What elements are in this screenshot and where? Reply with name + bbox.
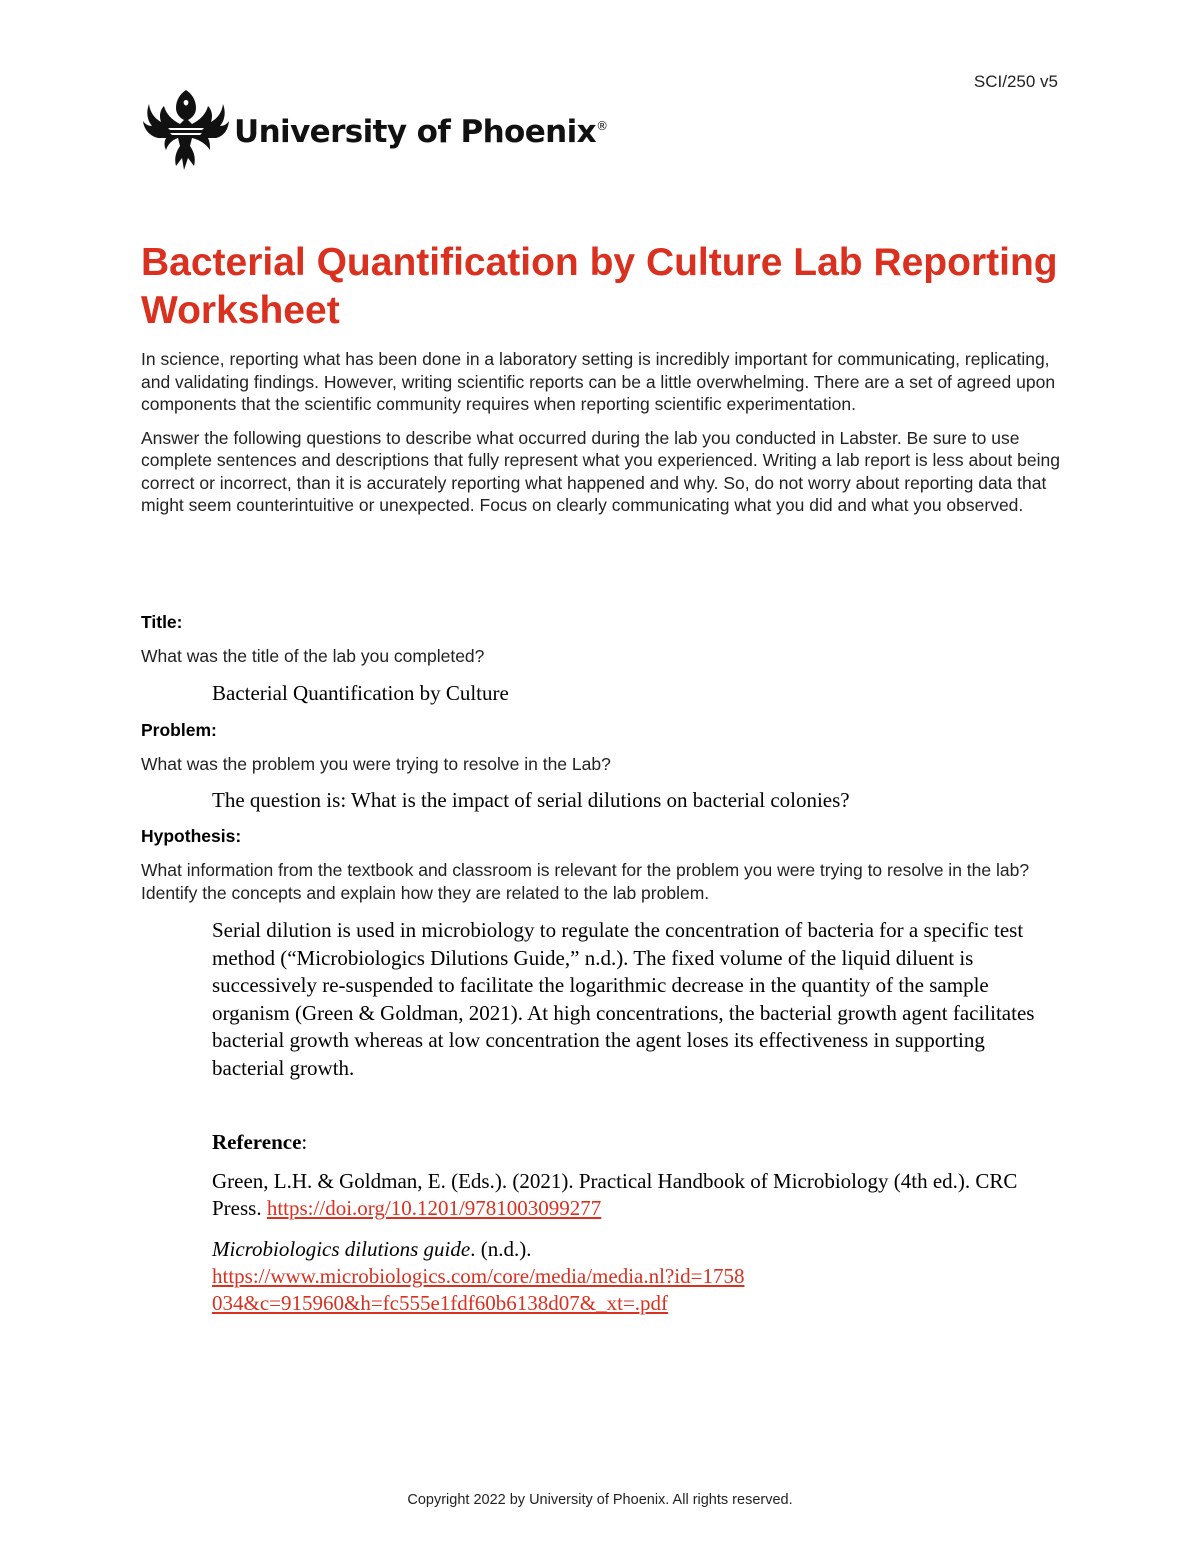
reference-2-title: Microbiologics dilutions guide (212, 1237, 471, 1261)
reference-heading-text: Reference (212, 1130, 302, 1154)
copyright-footer: Copyright 2022 by University of Phoenix. All rights reserved. (407, 1492, 793, 1508)
reference-1 (212, 1168, 1062, 1222)
phoenix-bird-icon (140, 84, 232, 176)
title-question: What was the title of the lab you completed? (141, 646, 485, 666)
reference-2 (212, 1236, 1062, 1317)
logo-text: University of Phoenix (234, 114, 597, 150)
reference-heading-colon: : (301, 1130, 308, 1154)
university-logo (140, 84, 607, 176)
registered-mark: ® (596, 119, 608, 133)
intro (141, 348, 1061, 528)
reference-2-link[interactable]: https://www.microbiologics.com/core/media/media.nl?id=1758034&c=915960&h=fc555e1fdf60b6138d07&_xt=.pdf (212, 1264, 745, 1315)
reference-1-text: Green, L.H. & Goldman, E. (Eds.). (2021). Practical Handbook of Microbiology (4th ed.). CRC Press. (212, 1169, 1018, 1220)
intro-paragraph-1: In science, reporting what has been done in a laboratory setting is incredibly important for communicating, replicating, and validating findings. However, writing scientific reports can be a little overwhelming. There are a set of agreed upon components that the scientific community requires when reporting scientific experimentation. (141, 349, 1056, 414)
hypothesis-answer: Serial dilution is used in microbiology to regulate the concentration of bacteria for a specific test method (“Microbiologics Dilutions Guide,” n.d.). The fixed volume of the liquid diluent is successively re-suspended to facilitate the logarithmic decrease in the quantity of the sample organism (Green & Goldman, 2021). At high concentrations, the bacterial growth agent facilitates bacterial growth whereas at low concentration the agent loses its effectiveness in supporting bacterial growth. (212, 918, 1035, 1080)
hypothesis-label: Hypothesis: (141, 826, 242, 846)
reference-2-suffix: . (n.d.). (470, 1237, 532, 1261)
intro-paragraph-2: Answer the following questions to describe what occurred during the lab you conducted in Labster. Be sure to use complete sentences and descriptions that fully represent what you experienced. Writing a lab report is less about being correct or incorrect, than it is accurately reporting what happened and why. So, do not worry about reporting data that might seem counterintuitive or unexpected. Focus on clearly communicating what you did and what you observed. (141, 427, 1060, 515)
problem-answer: The question is: What is the impact of serial dilutions on bacterial colonies? (212, 788, 850, 812)
title-label: Title: (141, 612, 183, 632)
hypothesis-question: What information from the textbook and classroom is relevant for the problem you were trying to resolve in the lab? Identify the concepts and explain how they are related to the lab problem. (141, 860, 1030, 903)
problem-question: What was the problem you were trying to resolve in the Lab? (141, 754, 611, 774)
reference-1-link[interactable]: https://doi.org/10.1201/9781003099277 (266, 1196, 602, 1220)
page-title: Bacterial Quantification by Culture Lab Reporting Worksheet (141, 241, 1058, 332)
title-answer: Bacterial Quantification by Culture (212, 681, 509, 705)
problem-label: Problem: (141, 720, 217, 740)
course-code: SCI/250 v5 (973, 72, 1058, 91)
reference-heading (212, 1130, 307, 1155)
logo-wordmark (234, 114, 607, 150)
